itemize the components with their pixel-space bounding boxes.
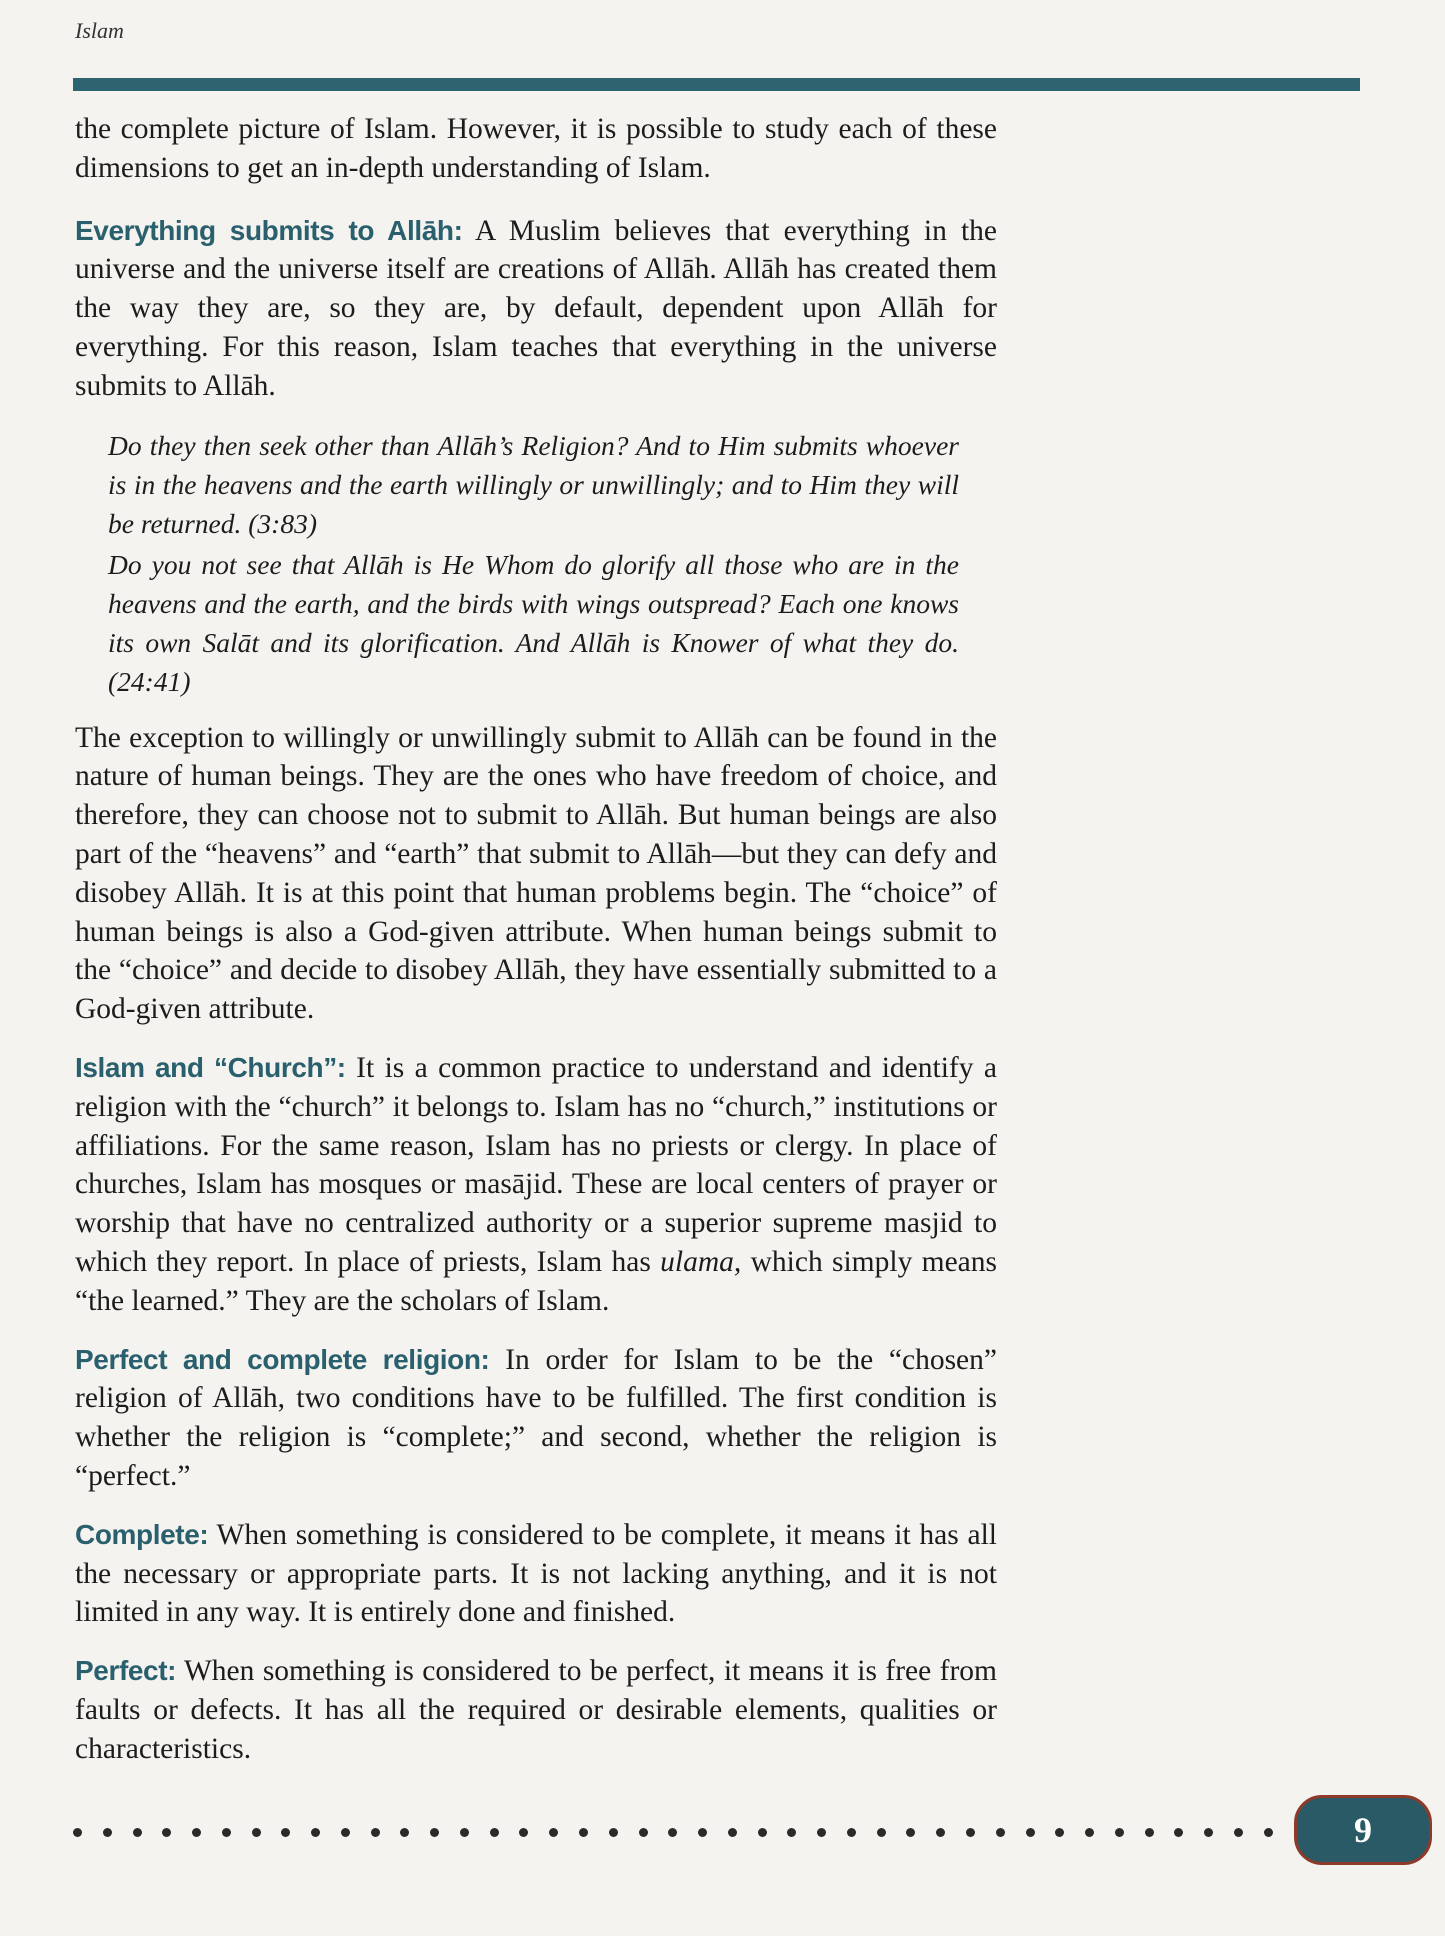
- footer-dot: [668, 1828, 677, 1837]
- complete-paragraph: [75, 1516, 997, 1632]
- church-text-b: which simply means “the learned.” They are the scholars of Islam.: [75, 1245, 997, 1317]
- footer-dot: [1264, 1828, 1273, 1837]
- ulama-term: ulama,: [660, 1245, 742, 1278]
- footer-dot: [1115, 1828, 1124, 1837]
- footer-dot: [787, 1828, 796, 1837]
- footer-dot: [252, 1828, 261, 1837]
- footer-dot: [549, 1828, 558, 1837]
- perfect-complete-text: In order for Islam to be the “chosen” religion of Allāh, two conditions have to be fulfilled. The first condition is whether the religion is “complete;” and second, whether the religion is “perfect.”: [75, 1343, 997, 1492]
- complete-text: When something is considered to be complete, it means it has all the necessary or appropriate parts. It is not lacking anything, and it is not limited in any way. It is entirely done and finished.: [75, 1518, 997, 1629]
- perfect-complete-heading: Perfect and complete religion:: [75, 1343, 490, 1375]
- footer-dot: [698, 1828, 707, 1837]
- church-heading: Islam and “Church”:: [75, 1051, 346, 1083]
- perfect-paragraph: [75, 1652, 997, 1768]
- footer-dot: [460, 1828, 469, 1837]
- footer-dot: [162, 1828, 171, 1837]
- footer-dot: [906, 1828, 915, 1837]
- footer-dot: [728, 1828, 737, 1837]
- church-text-a: It is a common practice to understand and identify a religion with the “church” it belongs to. Islam has no “church,” institutions or affiliations. For the same reason, Islam has no priests or clergy. In place of churches, Islam has mosques or masājid. These are local centers of prayer or worship that have no centralized authority or a superior supreme masjid to which they report. In place of priests, Islam has: [75, 1051, 997, 1278]
- footer-dot: [1085, 1828, 1094, 1837]
- footer-dot: [192, 1828, 201, 1837]
- submits-text: A Muslim believes that everything in the universe and the universe itself are creations of Allāh. Allāh has created them the way they are, so they are, by default, dependent upon Allāh for everything. For this reason, Islam teaches that everything in the universe submits to Allāh.: [75, 214, 997, 402]
- quote-3-83: Do they then seek other than Allāh’s Religion? And to Him submits whoever is in the heavens and the earth willingly or unwillingly; and to Him they will be returned. (3:83): [108, 429, 959, 539]
- perfect-complete-paragraph: [75, 1341, 997, 1496]
- footer-dot: [1174, 1828, 1183, 1837]
- footer-dot: [519, 1828, 528, 1837]
- complete-heading: Complete:: [75, 1518, 209, 1550]
- page-number-badge: 9: [1294, 1795, 1432, 1865]
- perfect-text: When something is considered to be perfect, it means it is free from faults or defects. It has all the required or desirable elements, qualities or characteristics.: [75, 1655, 997, 1765]
- footer-dot: [936, 1828, 945, 1837]
- header-rule: [73, 78, 1360, 91]
- footer-dot: [996, 1828, 1005, 1837]
- footer-dot: [133, 1828, 142, 1837]
- footer-dot: [430, 1828, 439, 1837]
- footer-dot: [371, 1828, 380, 1837]
- footer-dot: [847, 1828, 856, 1837]
- footer-dot: [281, 1828, 290, 1837]
- footer-dot: [341, 1828, 350, 1837]
- footer-dot: [1234, 1828, 1243, 1837]
- church-paragraph: [75, 1049, 997, 1321]
- footer-dot: [490, 1828, 499, 1837]
- page-body: [75, 110, 997, 1789]
- submits-paragraph: [75, 212, 997, 406]
- running-head: Islam: [75, 18, 124, 43]
- footer-dot: [311, 1828, 320, 1837]
- footer-dot: [639, 1828, 648, 1837]
- footer-dot: [817, 1828, 826, 1837]
- footer-dot: [103, 1828, 112, 1837]
- intro-paragraph: the complete picture of Islam. However, it is possible to study each of these dimensions to get an in-depth understanding of Islam.: [75, 113, 997, 184]
- footer-dot: [877, 1828, 886, 1837]
- footer-dot: [1026, 1828, 1035, 1837]
- footer-dotted-line: [73, 1824, 1273, 1840]
- footer-dot: [1145, 1828, 1154, 1837]
- quran-quotes: [75, 426, 997, 701]
- footer-dot: [579, 1828, 588, 1837]
- footer-dot: [1204, 1828, 1213, 1837]
- footer-dot: [222, 1828, 231, 1837]
- footer-dot: [966, 1828, 975, 1837]
- submits-heading: Everything submits to Allāh:: [75, 214, 463, 246]
- footer-dot: [1055, 1828, 1064, 1837]
- quote-24-41: Do you not see that Allāh is He Whom do glorify all those who are in the heavens and the earth, and the birds with wings outspread? Each one knows its own Salāt and its glorification. And Allāh is Knower of what they do. (24:41): [108, 548, 959, 697]
- perfect-heading: Perfect:: [75, 1655, 177, 1687]
- footer-dot: [73, 1828, 82, 1837]
- footer-dot: [758, 1828, 767, 1837]
- footer-dot: [609, 1828, 618, 1837]
- exception-paragraph: The exception to willingly or unwillingly submit to Allāh can be found in the nature of human beings. They are the ones who have freedom of choice, and therefore, they can choose not to submit to Allāh. But human beings are also part of the “heavens” and “earth” that submit to Allāh—but they can defy and disobey Allāh. It is at this point that human problems begin. The “choice” of human beings is also a God-given attribute. When human beings submit to the “choice” and decide to disobey Allāh, they have essentially submitted to a God-given attribute.: [75, 721, 997, 1026]
- footer-dot: [400, 1828, 409, 1837]
